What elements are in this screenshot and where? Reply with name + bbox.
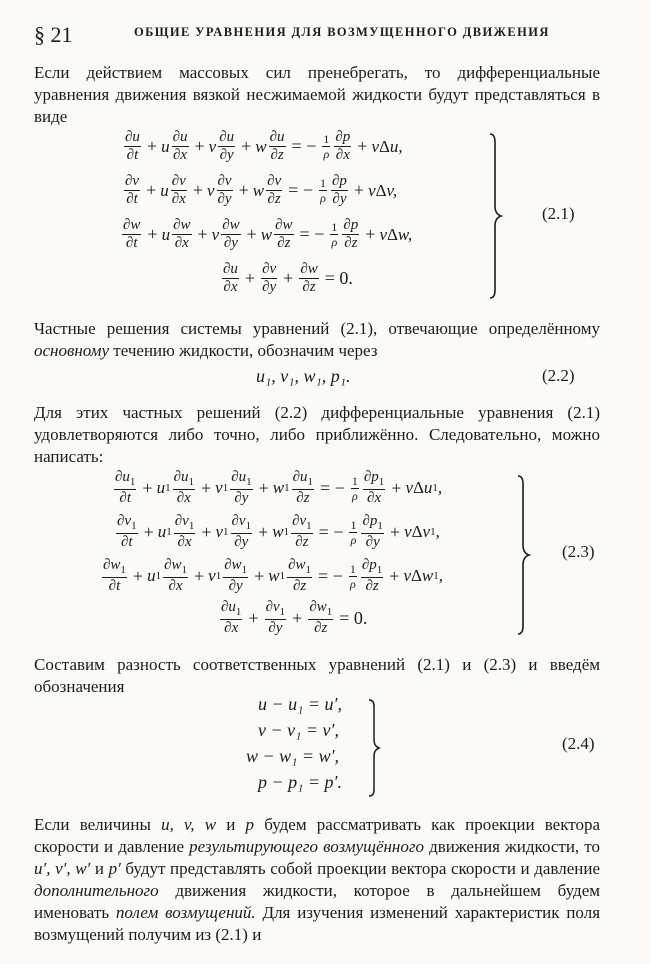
equation-2-2 xyxy=(34,366,600,390)
eq-2-4-line-2: v − v₁ = v′, xyxy=(258,720,339,740)
eq-2-3-line-2: $\frac{\partial v_1}{\partial t}$ + u 1 $\frac{\partial v_1}{\partial x}$ + v 1 $\frac{\partial v_1}{\partial y}$ + w 1 $\frac{\partial v_1}{\partial z}$ = − $\frac{1}{\rho}$ $\frac{\partial p_1}{\partial y}$ + ν Δ v 1 , xyxy=(117,513,440,550)
brace-2-3 xyxy=(514,474,532,636)
eq-2-1-line-3: $\frac{\partial w}{\partial t}$ + u $\frac{\partial w}{\partial x}$ + v $\frac{\partial w}{\partial y}$ + w $\frac{\partial w}{\partial z}$ = − $\frac{1}{\rho}$ $\frac{\partial p}{\partial z}$ + ν Δ w, xyxy=(123,217,413,251)
equation-number-2-4: (2.4) xyxy=(562,734,595,753)
equation-number-2-1: (2.1) xyxy=(542,204,575,223)
brace-2-4 xyxy=(366,698,382,798)
equation-system-2-4 xyxy=(34,694,600,802)
eq-2-1-line-2: $\frac{\partial v}{\partial t}$ + u $\frac{\partial v}{\partial x}$ + v $\frac{\partial v}{\partial y}$ + w $\frac{\partial v}{\partial z}$ = − $\frac{1}{\rho}$ $\frac{\partial p}{\partial y}$ + ν Δ v, xyxy=(125,173,398,207)
page-header xyxy=(34,22,614,52)
paragraph-difference: Составим разность соответственных уравнений (2.1) и (2.3) и введём обозначения xyxy=(34,655,600,696)
paragraph-intro: Если действием массовых сил пренебрегать, то дифференциальные уравнения движения вязкой несжимаемой жидкости будут представляться в виде xyxy=(34,63,600,126)
equation-number-2-3: (2.3) xyxy=(562,542,595,561)
eq-2-2-text: u₁, v₁, w₁, p₁. xyxy=(256,366,351,386)
eq-2-1-line-4: $\frac{\partial u}{\partial x}$ + $\frac{\partial v}{\partial y}$ + $\frac{\partial w}{\partial z}$ = 0. xyxy=(223,261,353,295)
equation-system-2-3 xyxy=(34,470,600,636)
equation-number-2-2: (2.2) xyxy=(542,366,575,385)
eq-2-3-line-1: $\frac{\partial u_1}{\partial t}$ + u 1 $\frac{\partial u_1}{\partial x}$ + v 1 $\frac{\partial u_1}{\partial y}$ + w 1 $\frac{\partial u_1}{\partial z}$ = − $\frac{1}{\rho}$ $\frac{\partial p_1}{\partial x}$ + ν Δ u 1 , xyxy=(115,469,443,506)
eq-2-3-line-4: $\frac{\partial u_1}{\partial x}$ + $\frac{\partial v_1}{\partial y}$ + $\frac{\partial w_1}{\partial z}$ = 0. xyxy=(221,599,368,636)
running-title: ОБЩИЕ УРАВНЕНИЯ ДЛЯ ВОЗМУЩЕННОГО ДВИЖЕНИЯ xyxy=(134,25,550,39)
eq-2-4-line-1: u − u₁ = u′, xyxy=(258,694,342,714)
eq-2-4-line-4: p − p₁ = p′. xyxy=(258,772,342,792)
paragraph-perturbation-field: Если величины u, v, w и p будем рассматривать как проекции вектора скорости и давление результирующего возмущённого движения жидкости, то u′, v′, w′ и p′ будут представлять собой проекции вектора скорости и давление дополнительного движения жидкости, которое в дальнейшем будем именовать полем возмущений. Для изучения изменений характеристик поля возмущений получим из (2.1) и xyxy=(34,815,601,944)
paragraph-particular-solutions: Частные решения системы уравнений (2.1), отвечающие определённому основному течению жидкости, обозначим через xyxy=(34,319,600,360)
equation-system-2-1 xyxy=(34,130,600,300)
paragraph-satisfied: Для этих частных решений (2.2) дифференциальные уравнения (2.1) удовлетворяются либо точно, либо приближённо. Следовательно, можно написать: xyxy=(34,403,600,466)
eq-2-4-line-3: w − w₁ = w′, xyxy=(246,746,340,766)
eq-2-3-line-3: $\frac{\partial w_1}{\partial t}$ + u 1 $\frac{\partial w_1}{\partial x}$ + v 1 $\frac{\partial w_1}{\partial y}$ + w 1 $\frac{\partial w_1}{\partial z}$ = − $\frac{1}{\rho}$ $\frac{\partial p_1}{\partial z}$ + ν Δ w 1 , xyxy=(103,557,444,594)
section-number: § 21 xyxy=(34,22,73,47)
brace-2-1 xyxy=(486,132,504,300)
eq-2-1-line-1: $\frac{\partial u}{\partial t}$ + u $\frac{\partial u}{\partial x}$ + v $\frac{\partial u}{\partial y}$ + w $\frac{\partial u}{\partial z}$ = − $\frac{1}{\rho}$ $\frac{\partial p}{\partial x}$ + ν Δ u, xyxy=(125,129,403,163)
